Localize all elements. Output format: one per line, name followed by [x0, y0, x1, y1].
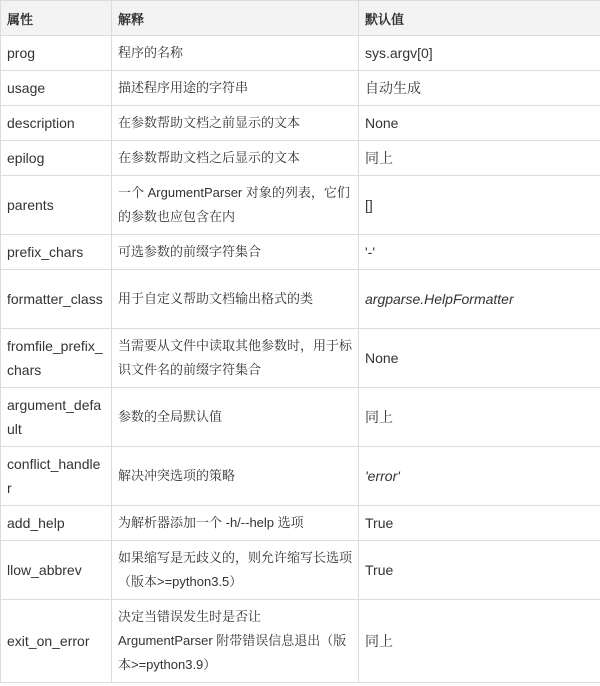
description-cell: 在参数帮助文档之后显示的文本: [112, 141, 359, 176]
header-attribute: 属性: [1, 1, 112, 36]
default-value-cell: True: [359, 506, 600, 541]
default-value-cell: True: [359, 541, 600, 600]
attribute-cell: argument_default: [1, 388, 112, 447]
table-row: [1, 388, 600, 447]
default-value-cell: 自动生成: [359, 71, 600, 106]
description-cell: 如果缩写是无歧义的，则允许缩写长选项（版本>=python3.5）: [112, 541, 359, 600]
attribute-cell: prefix_chars: [1, 235, 112, 270]
header-description: 解释: [112, 1, 359, 36]
description-cell: 程序的名称: [112, 36, 359, 71]
header-default-value: 默认值: [359, 1, 600, 36]
default-value-cell: None: [359, 329, 600, 388]
description-cell: 在参数帮助文档之前显示的文本: [112, 106, 359, 141]
description-cell: 用于自定义帮助文档输出格式的类: [112, 270, 359, 329]
header-row: [1, 1, 600, 36]
table-row: [1, 71, 600, 106]
default-value-cell: sys.argv[0]: [359, 36, 600, 71]
default-value-cell: '-': [359, 235, 600, 270]
table-row: [1, 506, 600, 541]
description-cell: 参数的全局默认值: [112, 388, 359, 447]
attribute-cell: exit_on_error: [1, 600, 112, 683]
attribute-cell: parents: [1, 176, 112, 235]
default-value-cell: 同上: [359, 388, 600, 447]
default-value-cell: None: [359, 106, 600, 141]
table-row: [1, 235, 600, 270]
description-cell: 当需要从文件中读取其他参数时，用于标识文件名的前缀字符集合: [112, 329, 359, 388]
table-row: [1, 106, 600, 141]
description-cell: 一个 ArgumentParser 对象的列表，它们的参数也应包含在内: [112, 176, 359, 235]
table-row: [1, 270, 600, 329]
attribute-cell: llow_abbrev: [1, 541, 112, 600]
table-row: [1, 600, 600, 683]
description-cell: 可选参数的前缀字符集合: [112, 235, 359, 270]
default-value-cell: []: [359, 176, 600, 235]
description-cell: 解决冲突选项的策略: [112, 447, 359, 506]
table-row: [1, 541, 600, 600]
attribute-cell: prog: [1, 36, 112, 71]
attribute-cell: description: [1, 106, 112, 141]
description-cell: 为解析器添加一个 -h/--help 选项: [112, 506, 359, 541]
default-value-cell: argparse.HelpFormatter: [359, 270, 600, 329]
default-value-cell: 同上: [359, 600, 600, 683]
table-header: [1, 1, 600, 36]
attribute-cell: fromfile_prefix_chars: [1, 329, 112, 388]
table-row: [1, 447, 600, 506]
table-row: [1, 176, 600, 235]
default-value-cell: 'error': [359, 447, 600, 506]
attribute-cell: conflict_handler: [1, 447, 112, 506]
table-row: [1, 329, 600, 388]
attribute-cell: epilog: [1, 141, 112, 176]
table-body: [1, 36, 600, 683]
attribute-cell: usage: [1, 71, 112, 106]
description-cell: 决定当错误发生时是否让 ArgumentParser 附带错误信息退出（版本>=python3.9）: [112, 600, 359, 683]
attribute-cell: formatter_class: [1, 270, 112, 329]
table-row: [1, 36, 600, 71]
attribute-cell: add_help: [1, 506, 112, 541]
default-value-cell: 同上: [359, 141, 600, 176]
description-cell: 描述程序用途的字符串: [112, 71, 359, 106]
table-row: [1, 141, 600, 176]
